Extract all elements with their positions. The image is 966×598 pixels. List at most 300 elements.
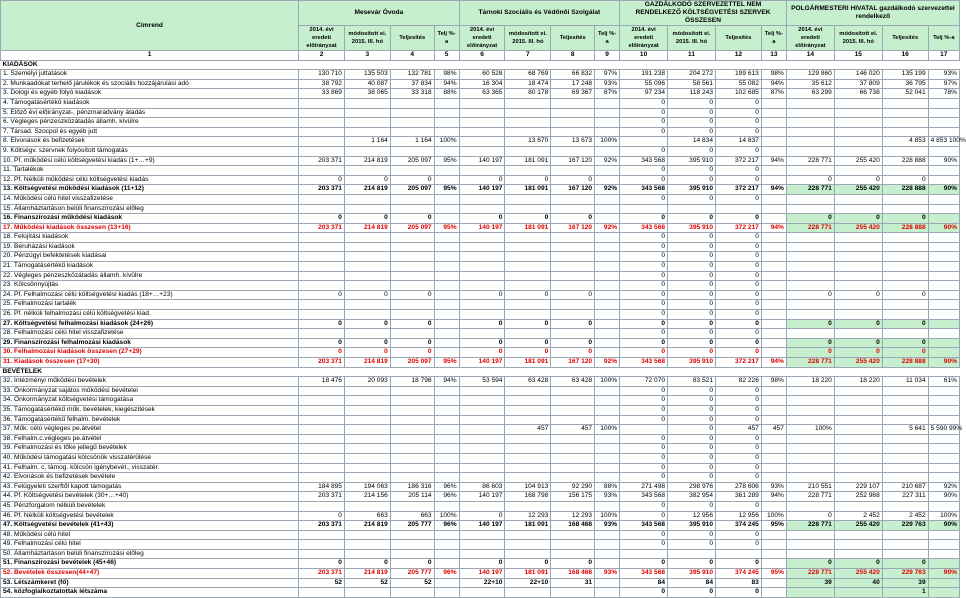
row-label: 2. Munkaadókat terhelő járulékok és szociális hozzájárulási adó	[1, 79, 299, 89]
cell-value	[459, 386, 505, 396]
cell-value: 457	[761, 425, 786, 435]
cell-value	[882, 386, 928, 396]
cell-value	[882, 530, 928, 540]
cell-value	[786, 242, 834, 252]
cell-value: 0	[668, 338, 716, 348]
cell-value: 205 097	[390, 223, 434, 233]
row-label: 41. Felhalm. c. támog. kölcsön igénybevét., visszatér.	[1, 463, 299, 473]
cell-value: 0	[620, 127, 668, 137]
table-row	[1, 540, 960, 550]
cell-value	[928, 540, 959, 550]
cell-value	[928, 405, 959, 415]
cell-value: 83	[716, 578, 762, 588]
cell-value	[434, 127, 459, 137]
cell-value	[761, 453, 786, 463]
cell-value	[928, 127, 959, 137]
cell-value	[434, 118, 459, 128]
cell-value	[434, 166, 459, 176]
table-row	[1, 262, 960, 272]
cell-value: 39	[786, 578, 834, 588]
cell-value	[595, 271, 620, 281]
cell-value	[834, 501, 882, 511]
cell-value	[928, 290, 959, 300]
cell-value	[505, 549, 551, 559]
cell-value: 0	[459, 338, 505, 348]
cell-value: 33 318	[390, 89, 434, 99]
cell-value: 156 175	[551, 492, 595, 502]
cell-value: 214 819	[344, 569, 390, 579]
cell-value	[434, 578, 459, 588]
cell-value: 0	[551, 559, 595, 569]
cell-value: 0	[668, 127, 716, 137]
cell-value	[786, 281, 834, 291]
cell-value: 0	[620, 300, 668, 310]
cell-value	[434, 473, 459, 483]
cell-value	[786, 194, 834, 204]
cell-value: 181 091	[505, 569, 551, 579]
cell-value	[459, 262, 505, 272]
cell-value	[595, 166, 620, 176]
cell-value: 0	[882, 348, 928, 358]
cell-value	[761, 108, 786, 118]
cell-value	[620, 137, 668, 147]
cell-value: 0	[344, 214, 390, 224]
cell-value	[786, 473, 834, 483]
cell-value: 227 311	[882, 492, 928, 502]
cell-value: 0	[716, 453, 762, 463]
cell-value	[434, 588, 459, 598]
cell-value: 95%	[434, 223, 459, 233]
cell-value	[505, 463, 551, 473]
cell-value: 0	[299, 348, 345, 358]
cell-value	[761, 300, 786, 310]
cell-value: 0	[668, 233, 716, 243]
row-label: 1. Személyi juttatások	[1, 70, 299, 80]
cell-value: 93%	[595, 79, 620, 89]
cell-value	[505, 415, 551, 425]
cell-value	[299, 300, 345, 310]
cell-value: 343 568	[620, 223, 668, 233]
cell-value: 0	[716, 319, 762, 329]
cell-value	[928, 396, 959, 406]
cell-value	[786, 329, 834, 339]
cell-value	[928, 281, 959, 291]
section-row	[1, 367, 960, 377]
cell-value: 18 474	[505, 79, 551, 89]
cell-value: 66 832	[551, 70, 595, 80]
cell-value: 93%	[595, 521, 620, 531]
cell-value	[390, 434, 434, 444]
cell-value: 14 834	[668, 137, 716, 147]
cell-value	[344, 396, 390, 406]
cell-value	[882, 549, 928, 559]
cell-value: 96%	[434, 521, 459, 531]
cell-value	[928, 329, 959, 339]
cell-value	[390, 252, 434, 262]
cell-value: 0	[459, 319, 505, 329]
cell-value: 94%	[761, 79, 786, 89]
cell-value: 0	[668, 252, 716, 262]
cell-value	[505, 146, 551, 156]
cell-value: 0	[344, 348, 390, 358]
column-number: 14	[786, 51, 834, 61]
cell-value: 0	[716, 329, 762, 339]
cell-value: 18 220	[834, 377, 882, 387]
cell-value: 228 771	[786, 223, 834, 233]
cell-value: 66 738	[834, 89, 882, 99]
cell-value	[786, 262, 834, 272]
cell-value	[928, 319, 959, 329]
table-row	[1, 290, 960, 300]
cell-value	[551, 386, 595, 396]
cell-value	[434, 242, 459, 252]
table-row	[1, 425, 960, 435]
cell-value: 0	[620, 405, 668, 415]
cell-value: 0	[716, 444, 762, 454]
cell-value: 0	[620, 262, 668, 272]
cell-value	[786, 386, 834, 396]
cell-value	[882, 252, 928, 262]
cell-value	[434, 549, 459, 559]
cell-value	[505, 98, 551, 108]
cell-value: 205 097	[390, 185, 434, 195]
cell-value	[928, 549, 959, 559]
cell-value: 663	[344, 511, 390, 521]
table-row	[1, 386, 960, 396]
cell-value	[882, 540, 928, 550]
cell-value: 0	[299, 175, 345, 185]
cell-value	[786, 271, 834, 281]
subcol-header: Telj %-a	[595, 26, 620, 51]
cell-value	[834, 396, 882, 406]
cell-value: 203 371	[299, 223, 345, 233]
cell-value: 0	[786, 290, 834, 300]
cell-value: 0	[505, 559, 551, 569]
cell-value: 0	[505, 290, 551, 300]
cell-value	[595, 348, 620, 358]
cell-value: 97%	[595, 70, 620, 80]
cell-value	[505, 396, 551, 406]
row-label: 10. Pf. működési célú költségvetési kiadás (1+…+9)	[1, 156, 299, 166]
cell-value: 96%	[434, 492, 459, 502]
cell-value: 0	[786, 175, 834, 185]
cell-value	[299, 396, 345, 406]
cell-value: 0	[716, 166, 762, 176]
cell-value	[299, 405, 345, 415]
cell-value: 37 809	[834, 79, 882, 89]
cell-value	[595, 127, 620, 137]
cell-value	[595, 540, 620, 550]
table-row	[1, 549, 960, 559]
cell-value: 140 197	[459, 569, 505, 579]
cell-value	[505, 262, 551, 272]
cell-value	[761, 194, 786, 204]
cell-value: 0	[668, 559, 716, 569]
cell-value	[299, 588, 345, 598]
cell-value	[882, 405, 928, 415]
cell-value: 95%	[434, 358, 459, 368]
cell-value	[434, 175, 459, 185]
cell-value	[434, 271, 459, 281]
cell-value	[595, 281, 620, 291]
cell-value	[786, 444, 834, 454]
row-label: 26. Pf. nélküli felhalmozási célú költségvetési kiad.	[1, 310, 299, 320]
cell-value	[434, 310, 459, 320]
table-row	[1, 501, 960, 511]
cell-value	[551, 473, 595, 483]
cell-value: 86 603	[459, 482, 505, 492]
row-label: 48. Működési célú hitel	[1, 530, 299, 540]
cell-value	[505, 386, 551, 396]
cell-value	[459, 425, 505, 435]
cell-value: 0	[620, 444, 668, 454]
cell-value	[786, 233, 834, 243]
cell-value: 52	[390, 578, 434, 588]
cell-value: 228 888	[882, 358, 928, 368]
cell-value	[299, 386, 345, 396]
cell-value	[761, 329, 786, 339]
cell-value: 0	[716, 386, 762, 396]
section-row	[1, 60, 960, 70]
row-label: 15. Államháztartáson belüli finanszírozási előleg	[1, 204, 299, 214]
column-number: 11	[668, 51, 716, 61]
row-label: 8. Elvonások és befizetések	[1, 137, 299, 147]
cell-value	[551, 396, 595, 406]
cell-value: 0	[716, 463, 762, 473]
cell-value	[786, 434, 834, 444]
cell-value: 33 869	[299, 89, 345, 99]
cell-value	[459, 549, 505, 559]
column-number: 2	[299, 51, 345, 61]
cell-value	[344, 204, 390, 214]
cell-value: 0	[299, 290, 345, 300]
cell-value	[434, 453, 459, 463]
cell-value	[505, 530, 551, 540]
cell-value: 22+10	[459, 578, 505, 588]
cell-value: 214 819	[344, 521, 390, 531]
cell-value	[595, 405, 620, 415]
section-title: BEVÉTELEK	[1, 367, 960, 377]
cell-value	[390, 540, 434, 550]
cell-value	[344, 473, 390, 483]
cell-value	[882, 434, 928, 444]
cell-value: 255 420	[834, 185, 882, 195]
cell-value: 0	[716, 310, 762, 320]
cell-value: 0	[668, 175, 716, 185]
cell-value	[834, 473, 882, 483]
cell-value	[434, 405, 459, 415]
cell-value: 93%	[595, 492, 620, 502]
cell-value: 140 197	[459, 223, 505, 233]
cell-value: 0	[620, 118, 668, 128]
cell-value	[505, 501, 551, 511]
cell-value	[551, 444, 595, 454]
cell-value: 203 371	[299, 156, 345, 166]
cell-value: 0	[716, 540, 762, 550]
cell-value	[786, 588, 834, 598]
cell-value	[505, 242, 551, 252]
cell-value	[459, 396, 505, 406]
cell-value	[834, 242, 882, 252]
cell-value: 36 795	[882, 79, 928, 89]
cell-value: 52	[299, 578, 345, 588]
cell-value	[390, 281, 434, 291]
cell-value	[434, 425, 459, 435]
subcol-header: módosított ei. 2015. III. hó	[668, 26, 716, 51]
cell-value	[434, 329, 459, 339]
cell-value	[761, 530, 786, 540]
cell-value	[786, 405, 834, 415]
cell-value	[434, 530, 459, 540]
table-row	[1, 194, 960, 204]
cell-value	[459, 98, 505, 108]
cell-value	[299, 118, 345, 128]
cell-value: 88%	[595, 482, 620, 492]
row-label: 36. Támogatásértékű felhalm. bevételek	[1, 415, 299, 425]
cell-value	[299, 242, 345, 252]
cell-value: 0	[390, 338, 434, 348]
cell-value	[716, 204, 762, 214]
cell-value	[459, 434, 505, 444]
table-row	[1, 233, 960, 243]
cell-value: 92%	[595, 185, 620, 195]
cell-value	[459, 166, 505, 176]
cell-value	[459, 194, 505, 204]
cell-value: 0	[459, 348, 505, 358]
cell-value: 0	[668, 108, 716, 118]
cell-value	[761, 540, 786, 550]
cell-value	[595, 252, 620, 262]
cell-value	[344, 329, 390, 339]
cell-value	[761, 281, 786, 291]
cell-value: 255 420	[834, 358, 882, 368]
cell-value: 0	[716, 127, 762, 137]
cell-value	[882, 310, 928, 320]
cell-value	[299, 262, 345, 272]
table-row	[1, 146, 960, 156]
cell-value	[390, 396, 434, 406]
cell-value	[928, 578, 959, 588]
cell-value: 63 365	[459, 89, 505, 99]
cell-value	[505, 453, 551, 463]
cell-value	[786, 166, 834, 176]
cell-value: 94%	[761, 358, 786, 368]
cell-value: 90%	[928, 156, 959, 166]
cell-value: 0	[390, 348, 434, 358]
cell-value: 0	[299, 319, 345, 329]
cell-value: 98%	[434, 70, 459, 80]
cell-value	[595, 146, 620, 156]
cell-value: 167 120	[551, 156, 595, 166]
cell-value: 100%	[595, 137, 620, 147]
cell-value: 228 888	[882, 185, 928, 195]
table-row	[1, 204, 960, 214]
cell-value: 0	[882, 175, 928, 185]
cell-value	[459, 118, 505, 128]
cell-value: 0	[716, 262, 762, 272]
table-row	[1, 185, 960, 195]
cell-value: 90%	[928, 521, 959, 531]
cell-value	[761, 146, 786, 156]
cell-value	[390, 473, 434, 483]
cell-value	[595, 194, 620, 204]
cell-value: 0	[344, 338, 390, 348]
cell-value: 1	[882, 588, 928, 598]
cell-value	[434, 262, 459, 272]
cell-value: 0	[620, 540, 668, 550]
cell-value: 0	[620, 588, 668, 598]
table-row	[1, 137, 960, 147]
cell-value: 181 091	[505, 358, 551, 368]
subcol-header: módosított ei. 2015. III. hó	[344, 26, 390, 51]
cell-value	[786, 108, 834, 118]
cell-value: 53 594	[459, 377, 505, 387]
cell-value: 92%	[595, 156, 620, 166]
cell-value	[344, 146, 390, 156]
row-label: 54. közfoglalkoztatottak létszáma	[1, 588, 299, 598]
cell-value: 40	[834, 578, 882, 588]
cell-value: 17 248	[551, 79, 595, 89]
cell-value: 0	[551, 338, 595, 348]
cell-value	[459, 127, 505, 137]
cell-value: 0	[620, 98, 668, 108]
cell-value: 0	[786, 319, 834, 329]
cell-value	[928, 146, 959, 156]
cell-value: 92%	[595, 223, 620, 233]
cell-value	[928, 588, 959, 598]
cell-value: 61%	[928, 377, 959, 387]
cell-value	[786, 540, 834, 550]
cell-value: 0	[668, 434, 716, 444]
cell-value	[299, 204, 345, 214]
cell-value	[761, 588, 786, 598]
cell-value: 0	[668, 501, 716, 511]
cell-value: 93%	[761, 482, 786, 492]
cell-value	[761, 271, 786, 281]
cell-value	[761, 559, 786, 569]
cell-value	[786, 453, 834, 463]
table-row	[1, 175, 960, 185]
cell-value	[761, 262, 786, 272]
cell-value: 100%	[761, 511, 786, 521]
cell-value: 0	[786, 559, 834, 569]
cell-value	[551, 530, 595, 540]
cimrend-header: Címrend	[1, 1, 299, 51]
cell-value: 0	[620, 242, 668, 252]
cell-value: 82 226	[716, 377, 762, 387]
cell-value: 228 771	[786, 156, 834, 166]
cell-value: 18 798	[390, 377, 434, 387]
cell-value: 168 468	[551, 521, 595, 531]
cell-value	[761, 242, 786, 252]
cell-value: 395 910	[668, 358, 716, 368]
cell-value	[344, 108, 390, 118]
cell-value	[928, 386, 959, 396]
cell-value	[761, 290, 786, 300]
cell-value	[761, 415, 786, 425]
cell-value	[505, 473, 551, 483]
cell-value	[882, 194, 928, 204]
cell-value	[834, 434, 882, 444]
cell-value: 0	[459, 214, 505, 224]
cell-value	[834, 405, 882, 415]
cell-value	[834, 549, 882, 559]
cell-value	[459, 310, 505, 320]
table-row	[1, 559, 960, 569]
cell-value: 0	[834, 290, 882, 300]
cell-value	[761, 396, 786, 406]
cell-value	[344, 242, 390, 252]
